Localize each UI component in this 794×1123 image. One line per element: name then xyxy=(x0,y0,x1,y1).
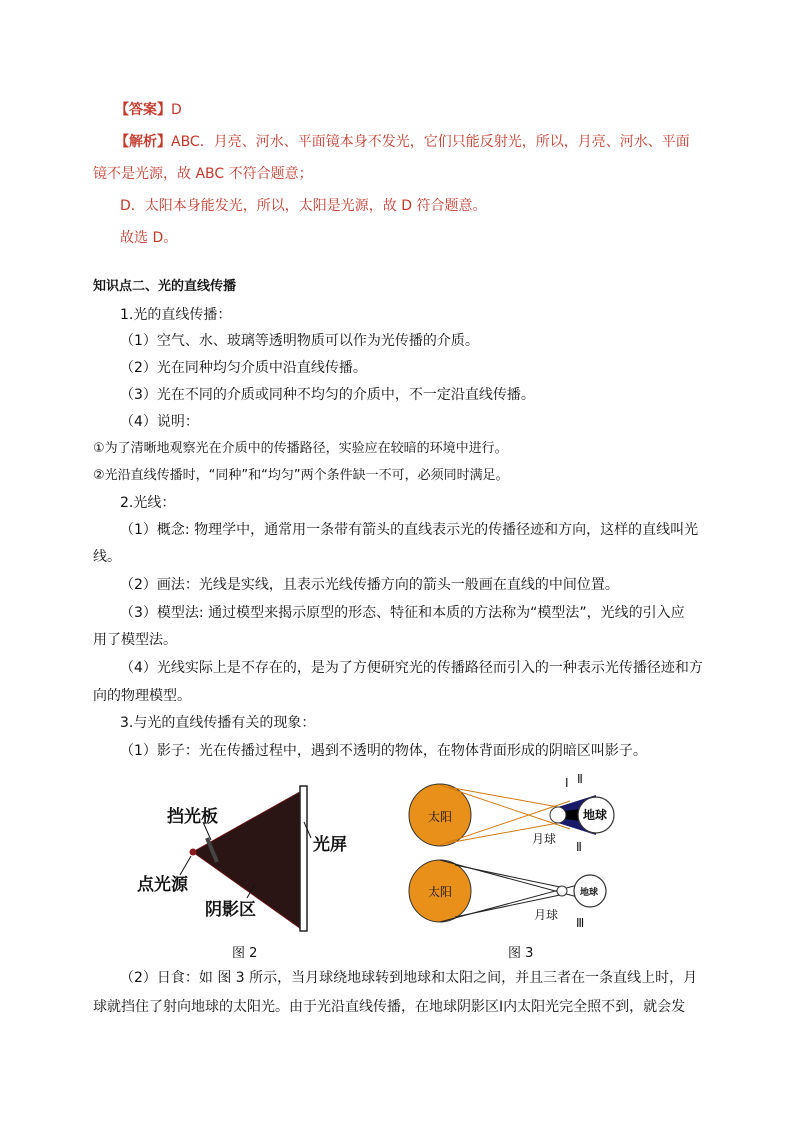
answer-line xyxy=(115,100,182,120)
item-2-3a: （3）模型法: 通过模型来揭示原型的形态、特征和本质的方法称为“模型法”，光线的引入应 xyxy=(120,605,685,621)
item-2-1b: 线。 xyxy=(93,549,121,565)
item-2-4a: （4）光线实际上是不存在的，是为了方便研究光的传播路径而引入的一种表示光传播径迹和方 xyxy=(120,660,703,676)
analysis-label: 【解析】 xyxy=(115,134,171,150)
sun-top-label: 太阳 xyxy=(428,810,453,824)
answer-label: 【答案】 xyxy=(115,102,171,118)
earth-bottom-label: 地球 xyxy=(580,888,599,898)
answer-value: D xyxy=(171,102,182,118)
moon-bottom-label: 月球 xyxy=(534,908,559,922)
moon-bottom-icon xyxy=(557,886,567,896)
item-2-3b: 用了模型法。 xyxy=(93,632,177,648)
label-board: 挡光板 xyxy=(167,807,218,827)
item-3-2b: 球就挡住了射向地球的太阳光。由于光沿直线传播，在地球阴影区Ⅰ内太阳光完全照不到，就会发 xyxy=(93,999,686,1015)
label-shadow: 阴影区 xyxy=(205,900,256,920)
figure-2-caption: 图 2 xyxy=(232,946,258,961)
item-2-2: （2）画法：光线是实线，且表示光线传播方向的箭头一般画在直线的中间位置。 xyxy=(120,577,619,593)
section-title: 知识点二、光的直线传播 xyxy=(93,279,237,294)
label-source: 点光源 xyxy=(137,875,188,895)
moon-top-label: 月球 xyxy=(532,832,557,846)
item-2: 2.光线： xyxy=(120,495,176,511)
region-2-top-label: Ⅱ xyxy=(577,772,583,786)
label-screen: 光屏 xyxy=(313,835,347,855)
analysis-line-3: D．太阳本身能发光，所以，太阳是光源，故 D 符合题意。 xyxy=(120,198,487,214)
figure-2-diagram xyxy=(135,780,347,935)
point-source-icon xyxy=(190,849,197,856)
item-3: 3.与光的直线传播有关的现象： xyxy=(120,715,316,731)
screen-panel xyxy=(300,786,307,931)
figure-3-caption: 图 3 xyxy=(508,946,534,961)
item-2-1a: （1）概念: 物理学中，通常用一条带有箭头的直线表示光的传播径迹和方向，这样的直线叫光 xyxy=(120,522,699,538)
sun-bottom-label: 太阳 xyxy=(428,885,453,899)
item-1-4b: ②光沿直线传播时，“同种”和“均匀”两个条件缺一不可，必须同时满足。 xyxy=(93,468,509,483)
item-3-1: （1）影子：光在传播过程中，遇到不透明的物体，在物体背面形成的阴暗区叫影子。 xyxy=(120,743,647,759)
item-1-3: （3）光在不同的介质或同种不均匀的介质中，不一定沿直线传播。 xyxy=(120,387,535,403)
item-2-4b: 向的物理模型。 xyxy=(93,688,191,704)
region-2-bottom-label: Ⅱ xyxy=(576,840,582,854)
analysis-line-4: 故选 D。 xyxy=(120,230,178,246)
item-1-2: （2）光在同种均匀介质中沿直线传播。 xyxy=(120,360,367,376)
region-1-label: Ⅰ xyxy=(565,776,569,790)
earth-top-label: 地球 xyxy=(583,808,608,822)
analysis-line-1 xyxy=(115,132,690,152)
item-1-4a: ①为了清晰地观察光在介质中的传播路径，实验应在较暗的环境中进行。 xyxy=(93,441,508,456)
region-3-label: Ⅲ xyxy=(576,916,585,930)
item-1: 1.光的直线传播： xyxy=(120,307,232,323)
figure-3-diagram xyxy=(400,773,620,933)
item-3-2a: （2）日食：如 图 3 所示，当月球绕地球转到地球和太阳之间，并且三者在一条直线上时，月 xyxy=(120,970,698,986)
moon-top-icon xyxy=(550,807,566,823)
analysis-text-1: ABC．月亮、河水、平面镜本身不发光，它们只能反射光，所以，月亮、河水、平面 xyxy=(171,134,690,150)
analysis-line-2: 镜不是光源，故 ABC 不符合题意； xyxy=(93,166,313,182)
item-1-1: （1）空气、水、玻璃等透明物质可以作为光传播的介质。 xyxy=(120,333,479,349)
item-1-4: （4）说明： xyxy=(120,414,199,430)
